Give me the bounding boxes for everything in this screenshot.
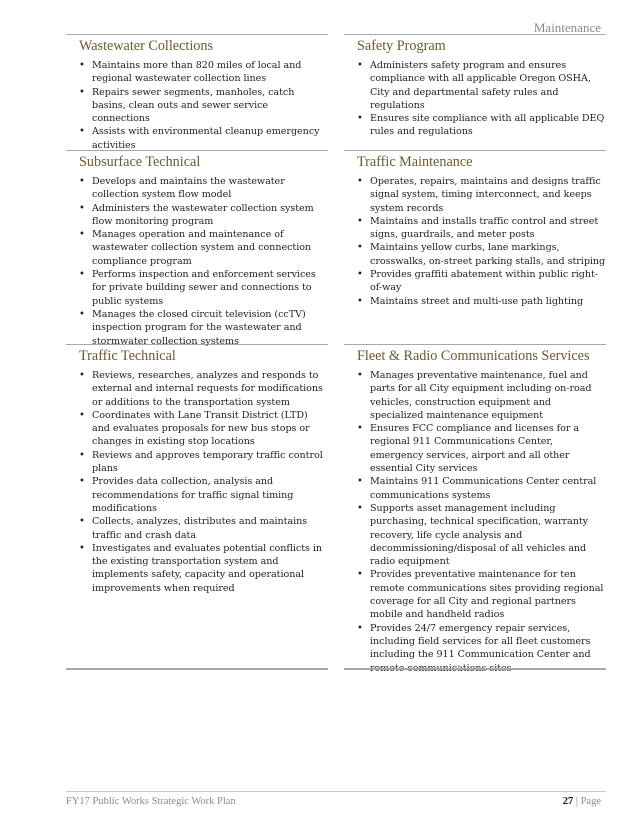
section-subsurface-technical <box>66 150 328 347</box>
page-label: | Page <box>575 796 601 807</box>
list-item: • Reviews and approves temporary traffic control plans <box>79 449 328 476</box>
list-item: • Supports asset management including purchasing, technical specification, warranty recovery, life cycle analysis and decommissioning/disposal of all vehicles and radio equipment <box>357 502 606 568</box>
section-traffic-technical <box>66 344 328 675</box>
list-item: • Collects, analyzes, distributes and maintains traffic and crash data <box>79 515 328 542</box>
section-safety-program <box>344 34 606 150</box>
section-row-3 <box>66 344 606 675</box>
list-item: • Provides 24/7 emergency repair services, including field services for all fleet customers including the 911 Communication Center and remote communications sites <box>357 622 606 675</box>
list-item: • Maintains and installs traffic control and street signs, guardrails, and meter posts <box>357 215 606 242</box>
section-title: Traffic Maintenance <box>357 154 473 170</box>
section-row-1 <box>66 34 606 150</box>
section-traffic-maintenance <box>344 150 606 344</box>
list-item: • Provides data collection, analysis and recommendations for traffic signal timing modifications <box>79 475 328 515</box>
list-item: • Investigates and evaluates potential conflicts in the existing transportation system and implements safety, capacity and operational improvements when required <box>79 542 328 595</box>
list-item: • Coordinates with Lane Transit District (LTD) and evaluates proposals for new bus stops or changes in existing stop locations <box>79 409 328 449</box>
list-item: • Manages the closed circuit television (ccTV) inspection program for the wastewater and stormwater collection systems <box>79 308 328 348</box>
section-wastewater-collections <box>66 34 328 150</box>
list-item: • Develops and maintains the wastewater collection system flow model <box>79 175 328 202</box>
list-item: • Provides preventative maintenance for ten remote communications sites providing regional coverage for all City and regional partners mobile and handheld radios <box>357 568 606 621</box>
list-item: • Reviews, researches, analyzes and responds to external and internal requests for modifications or additions to the transportation system <box>79 369 328 409</box>
section-row-2 <box>66 150 606 347</box>
list-item: • Repairs sewer segments, manholes, catch basins, clean outs and sewer service connections <box>79 86 328 126</box>
bullet-list <box>66 175 328 348</box>
list-item: • Maintains yellow curbs, lane markings, crosswalks, on-street parking stalls, and striping <box>357 241 606 268</box>
section-bottom-rule-left <box>66 668 328 670</box>
section-title: Subsurface Technical <box>79 154 201 170</box>
list-item: • Maintains street and multi-use path lighting <box>357 295 606 308</box>
bullet-list <box>344 59 606 139</box>
section-fleet-radio-communications <box>344 344 606 675</box>
bullet-list <box>66 369 328 595</box>
bullet-list <box>344 175 606 308</box>
list-item: • Performs inspection and enforcement services for private building sewer and connections to public systems <box>79 268 328 308</box>
list-item: • Operates, repairs, maintains and designs traffic signal system, timing interconnect, and keeps system records <box>357 175 606 215</box>
page-number: 27 <box>562 796 574 807</box>
list-item: • Manages operation and maintenance of wastewater collection system and connection compliance program <box>79 228 328 268</box>
page-header-section: Maintenance <box>533 20 601 35</box>
section-title: Traffic Technical <box>79 348 176 364</box>
section-title: Wastewater Collections <box>79 38 213 54</box>
list-item: • Maintains more than 820 miles of local and regional wastewater collection lines <box>79 59 328 86</box>
bullet-list <box>66 59 328 152</box>
section-bottom-rule-right <box>344 668 606 670</box>
list-item: • Administers safety program and ensures compliance with all applicable Oregon OSHA, City and departmental safety rules and regulations <box>357 59 606 112</box>
list-item: • Ensures site compliance with all applicable DEQ rules and regulations <box>357 112 606 139</box>
list-item: • Ensures FCC compliance and licenses for a regional 911 Communications Center, emergency services, airport and all other essential City services <box>357 422 606 475</box>
list-item: • Assists with environmental cleanup emergency activities <box>79 125 328 152</box>
footer-divider <box>66 791 606 792</box>
bullet-list <box>344 369 606 675</box>
list-item: • Provides graffiti abatement within public right-of-way <box>357 268 606 295</box>
footer-document-title: FY17 Public Works Strategic Work Plan <box>66 796 236 807</box>
list-item: • Administers the wastewater collection system flow monitoring program <box>79 202 328 229</box>
section-title: Fleet & Radio Communications Services <box>357 348 590 364</box>
section-grid <box>66 34 606 675</box>
section-title: Safety Program <box>357 38 446 54</box>
list-item: • Maintains 911 Communications Center central communications systems <box>357 475 606 502</box>
list-item: • Manages preventative maintenance, fuel and parts for all City equipment including on-road vehicles, construction equipment and specialized maintenance equipment <box>357 369 606 422</box>
footer-page-indicator <box>563 796 601 807</box>
